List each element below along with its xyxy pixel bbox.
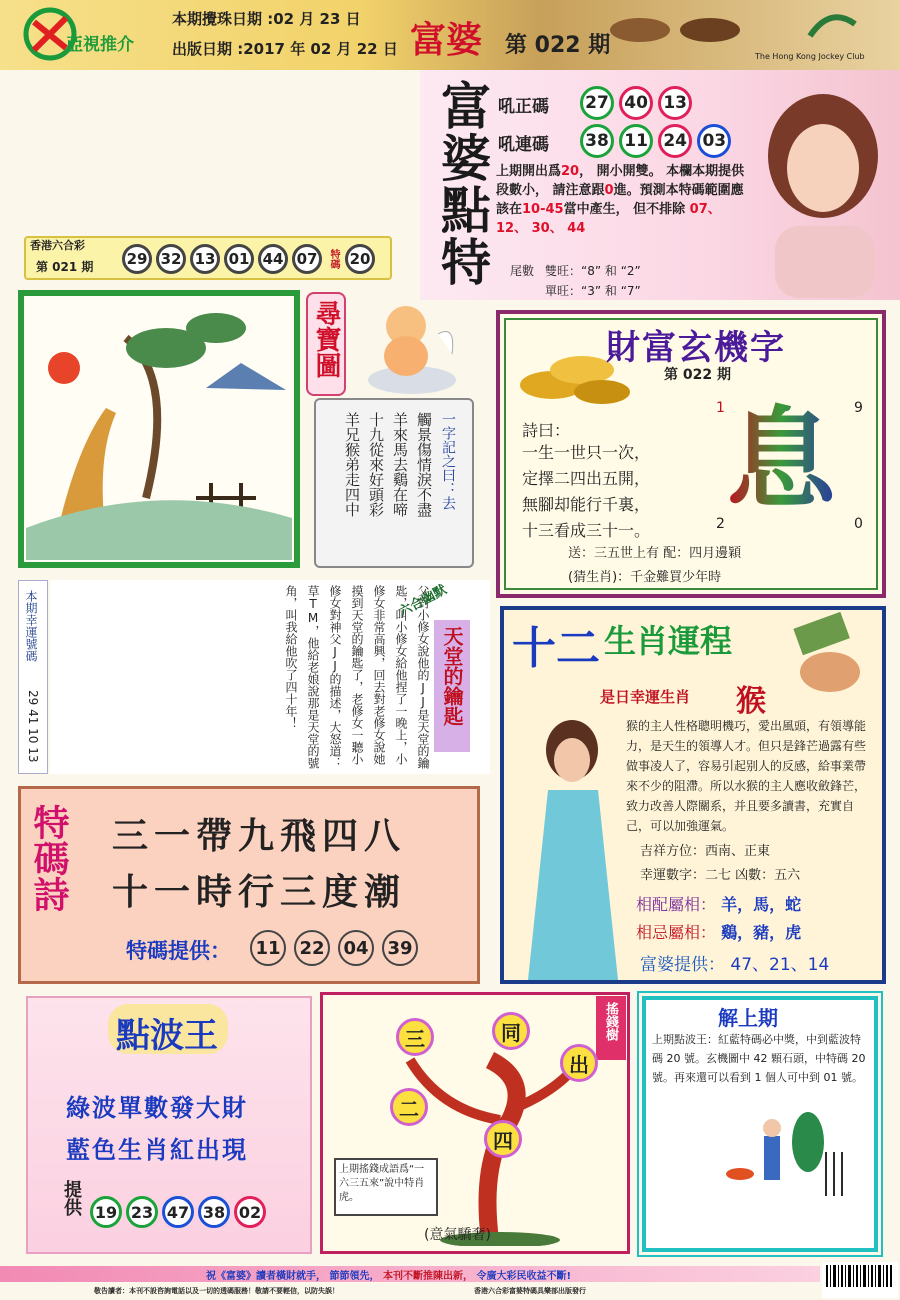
- caifu-poem-line: 定擇二四出五開，: [522, 469, 651, 488]
- tree-caption: (意氣驕奢): [424, 1227, 491, 1243]
- jieshang-title: 解上期: [718, 1006, 778, 1030]
- tree-fruit: 四: [484, 1120, 522, 1158]
- zheng-label: 吼正碼: [498, 97, 549, 117]
- caifu-poem-line: 一生一世只一次，: [522, 443, 651, 462]
- result-ball: 01: [224, 244, 254, 274]
- result-ball: 32: [156, 244, 186, 274]
- dianbo-line-2: 藍色生肖紅出現: [66, 1135, 248, 1164]
- lian-ball: 38: [580, 124, 614, 158]
- caifu-send: 送：三五世上有 配：四月邊穎: [568, 546, 742, 561]
- provide-label: 富婆提供：: [640, 955, 725, 975]
- poem-line: 觸景傷情淚不盡: [415, 412, 433, 517]
- zodiac-direction: 吉祥方位：西南、正東: [640, 844, 771, 859]
- lucky-title: 本期幸運號碼: [24, 590, 38, 662]
- caifu-big-char: 息: [726, 395, 836, 524]
- lian-ball: 03: [697, 124, 731, 158]
- caifu-poem-line: 無腳却能行千裏，: [522, 495, 651, 514]
- clash-values: 鷄，豬，虎: [721, 923, 802, 942]
- zodiac-title-1: 十二: [512, 623, 600, 674]
- zodiac-provide: [640, 950, 829, 975]
- caifu-corner-0: 0: [854, 516, 863, 532]
- para-text: 上期開出爲: [496, 164, 562, 179]
- para-highlight: 0: [604, 183, 614, 198]
- logo-text: 亞視推介: [66, 35, 134, 55]
- zheng-ball: 27: [580, 86, 614, 120]
- zodiac-numbers: 幸運數字：二七 凶數：五六: [640, 868, 801, 883]
- dianbo-ball: 38: [198, 1196, 230, 1228]
- footer-slogan: [206, 1267, 571, 1282]
- last-result-balls: [122, 244, 375, 274]
- clash-label: 相忌屬相：: [636, 923, 717, 942]
- jockey-club: The Hong Kong Jockey Club: [755, 52, 865, 61]
- poem-line: 十九從來好頭彩: [367, 412, 385, 517]
- dianbo-provide-label: 提供: [61, 1180, 82, 1216]
- lucky-numbers: 29 41 10 13: [26, 690, 40, 763]
- result-ball: 44: [258, 244, 288, 274]
- poem-line: 羊兄猴弟走四中: [343, 412, 361, 517]
- lian-label: 吼連碼: [498, 135, 549, 155]
- caifu-poem: [522, 440, 650, 544]
- tree-fruit: 同: [492, 1012, 530, 1050]
- para-text: 當中產生， 但不排除: [563, 202, 686, 217]
- zheng-ball: 13: [658, 86, 692, 120]
- humor-tag: 六合幽默: [396, 582, 450, 621]
- zheng-ball: 40: [619, 86, 653, 120]
- poem-line: 羊來馬去鷄在啼: [391, 412, 409, 517]
- diante-title: 富婆點特: [433, 80, 492, 288]
- para-highlight: 20: [561, 164, 580, 179]
- treasure-map-illustration: [26, 298, 292, 560]
- caifu-title: 財富玄機字: [606, 328, 786, 368]
- dianbo-balls: [90, 1196, 266, 1228]
- jockey-club-logo: [800, 6, 860, 46]
- dianbo-ball: 47: [162, 1196, 194, 1228]
- match-values: 羊，馬，蛇: [721, 895, 802, 914]
- caifu-issue: 第 022 期: [664, 367, 731, 383]
- tree-note: 上期搖錢成語爲“一六三五來”說中特肖虎。: [334, 1158, 438, 1216]
- match-label: 相配屬相：: [636, 895, 717, 914]
- zodiac-lucky-animal: 猴: [736, 684, 766, 719]
- issue-number: 第 022 期: [505, 33, 611, 58]
- zodiac-title-2: 生肖運程: [604, 622, 733, 660]
- barcode-icon: [822, 1262, 898, 1298]
- caifu-poem-line: 十三看成三十一。: [522, 521, 651, 540]
- woman-portrait-image: [745, 76, 895, 298]
- lian-ball: 24: [658, 124, 692, 158]
- footer-publisher: 香港六合彩富婆特碼具樂部出版發行: [474, 1287, 586, 1295]
- poem-title: 一字記之曰：去: [440, 412, 456, 510]
- dianbo-title: 點波王: [116, 1016, 218, 1056]
- special-ball: 20: [345, 244, 375, 274]
- slogan-part: 令廣大彩民收益不斷!: [476, 1271, 572, 1282]
- zodiac-description: 猴的主人性格聰明機巧，愛出風頭，有領導能力，是天生的領導人才。但只是鋒芒過露有些做事凌人了，容易引起别人的反感，給事業帶來不少的阻滯。所以水猴的主人應收斂鋒芒，致力改善人際關系，并且要多讀書，充實自己，可以加強運氣。: [626, 719, 867, 833]
- para-highlight: 07、 12、 30、 44: [496, 202, 721, 236]
- slogan-part: 祝《富婆》讀者橫財就手， 節節領先，: [206, 1271, 380, 1282]
- tail-double: 雙旺：“8” 和 “2”: [545, 264, 641, 278]
- result-ball: 07: [292, 244, 322, 274]
- special-provide-label: 特碼提供：: [126, 939, 231, 963]
- tail-single: 單旺：“3” 和 “7”: [545, 284, 641, 298]
- last-result-label: 香港六合彩: [30, 239, 85, 252]
- caifu-corner-9: 9: [854, 400, 863, 416]
- humor-text: 父對小修女說他的JJ是天堂的鑰匙，叫小修女給他捏了一晚上，小修女非常高興，回去對老修女說她摸到天堂的鑰匙了，老修女一聽小修女對神父JJ的描述，大怒道：草TM，他給老娘說那是天堂的號角，叫我給他吹了四十年！: [284, 585, 430, 769]
- caifu-corner-1: 1: [716, 400, 725, 416]
- provide-ball: 39: [382, 930, 418, 966]
- xunbao-title: 尋寶圖: [311, 300, 341, 378]
- caifu-corner-2: 2: [716, 516, 725, 532]
- provide-ball: 22: [294, 930, 330, 966]
- para-text: ， 開小開雙。 本欄本期提供段數小， 請注意跟: [496, 164, 745, 198]
- result-ball: 29: [122, 244, 152, 274]
- brand-title: 富婆: [410, 19, 483, 61]
- logo: [20, 4, 160, 64]
- money-fist-image: [790, 612, 880, 696]
- zheng-numbers: [580, 86, 692, 120]
- jieshang-illustration: [720, 1106, 860, 1206]
- provide-ball: 04: [338, 930, 374, 966]
- special-provide-balls: [250, 930, 418, 966]
- special-poem-tag: 特碼詩: [28, 804, 70, 912]
- provide-values: 47、21、14: [730, 955, 830, 975]
- para-text: 進。預測本特碼範圍應該在: [496, 183, 744, 217]
- caifu-poem-head: 詩曰：: [522, 421, 571, 440]
- dianbo-ball: 23: [126, 1196, 158, 1228]
- tree-fruit: 三: [396, 1018, 434, 1056]
- pub-date: 出版日期 :2017 年 02 月 22 日: [172, 40, 398, 58]
- tree-fruit: 二: [390, 1088, 428, 1126]
- lian-numbers: [580, 124, 731, 158]
- footer-notice: 敬告讀者：本刊不設咨詢電話以及一切的透碼服務！敬請不要輕信，以防失誤！: [94, 1287, 339, 1295]
- dianbo-ball: 02: [234, 1196, 266, 1228]
- special-label: 特碼: [328, 249, 339, 269]
- humor-title: 天堂的鑰匙: [440, 626, 464, 726]
- horse-race-image: [600, 2, 760, 50]
- caifu-guess: (猜生肖)：千金難買少年時: [568, 570, 722, 585]
- provide-ball: 11: [250, 930, 286, 966]
- cupid-image: [356, 294, 464, 398]
- last-result-issue: 第 021 期: [36, 260, 94, 274]
- tail-label: 尾數: [510, 264, 535, 278]
- tree-title: 搖錢樹: [603, 1002, 618, 1041]
- dianbo-line-1: 綠波單數發大財: [66, 1093, 248, 1122]
- slogan-part: 本刊不斷推陳出新，: [382, 1271, 473, 1282]
- special-poem-line-2: 十一時行三度潮: [112, 871, 407, 913]
- special-poem-line-1: 三一帶九飛四八: [112, 815, 407, 857]
- zodiac-lucky-label: 是日幸運生肖: [600, 688, 691, 706]
- zodiac-clash: [636, 920, 801, 943]
- tree-fruit: 出: [560, 1044, 598, 1082]
- zodiac-match: [636, 892, 801, 915]
- result-ball: 13: [190, 244, 220, 274]
- lian-ball: 11: [619, 124, 653, 158]
- diante-paragraph: [496, 162, 746, 238]
- para-highlight: 10-45: [522, 202, 564, 217]
- draw-date: 本期攪珠日期 :02 月 23 日: [172, 10, 361, 28]
- dancer-image: [508, 690, 634, 980]
- jieshang-text: 上期點波王：紅藍特碼必中獎，中到藍波特碼 20 號。玄機圖中 42 顆石頭，中特碼 20 號。再來還可以看到 1 個人可中到 01 號。: [652, 1033, 866, 1084]
- dianbo-ball: 19: [90, 1196, 122, 1228]
